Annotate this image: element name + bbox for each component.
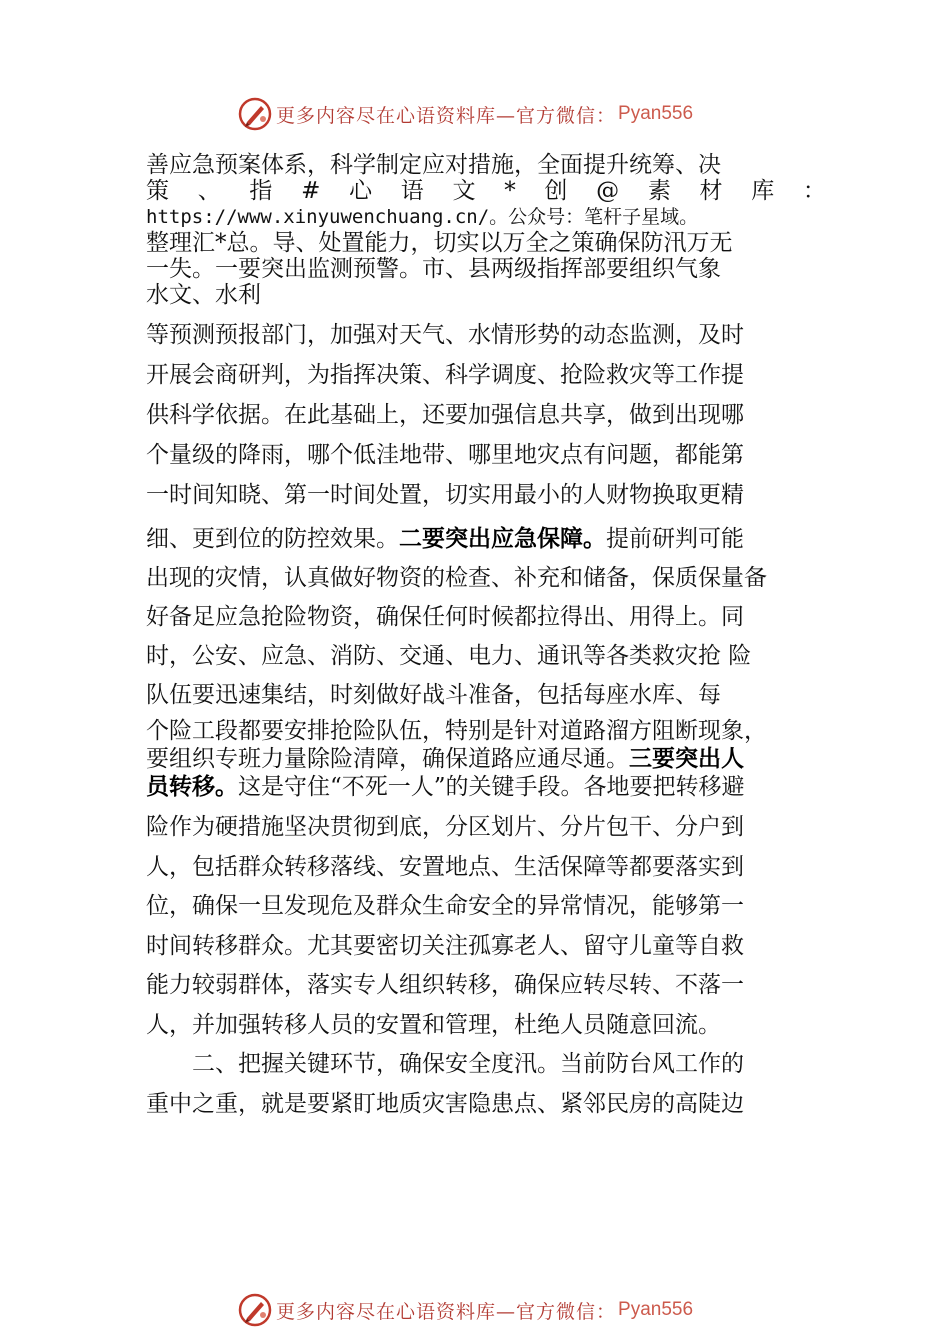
watermark-text: 更多内容尽在心语资料库—官方微信： [276, 1300, 617, 1323]
text-line: 开展会商研判，为指挥决策、科学调度、抢险救灾等工作提 [146, 362, 744, 388]
text-line: 个量级的降雨，哪个低洼地带、哪里地灾点有问题，都能第 [146, 442, 744, 468]
text-line: 人，包括群众转移落线、安置地点、生活保障等都要落实到 [146, 853, 744, 880]
spaced-char: # [301, 178, 321, 204]
text-line: 重中之重，就是要紧盯地质灾害隐患点、紧邻民房的高陡边 [146, 1090, 744, 1117]
bold-heading: 三要突出人 [629, 746, 744, 772]
text-line: 要组织专班力量除险清障，确保道路应通尽通。三要突出人 [146, 746, 744, 772]
paragraph-emergency-support [146, 520, 846, 715]
text-line: 时间转移群众。尤其要密切关注孤寡老人、留守儿童等自救 [146, 932, 744, 959]
paragraph-dense [146, 152, 826, 308]
spaced-char: @ [596, 178, 620, 204]
paragraph-transfer-detail [146, 808, 846, 1124]
spaced-char: 语 [400, 178, 424, 204]
text-line: 能力较弱群体，落实专人组织转移，确保应转尽转、不落一 [146, 972, 744, 998]
text-line: 队伍要迅速集结，时刻做好战斗准备，包括每座水库、每 [146, 682, 721, 708]
watermark-brand: Pyan556 [618, 1299, 694, 1320]
bold-heading: 员转移。 [146, 774, 238, 800]
paragraph-monitoring [146, 315, 846, 515]
spaced-char: 库 [751, 178, 775, 204]
paragraph-transfer [146, 717, 846, 801]
text-line: 险作为硬措施坚决贯彻到底，分区划片、分片包干、分户到 [146, 814, 744, 840]
text-line: 一时间知晓、第一时间处置，切实用最小的人财物换取更精 [146, 482, 744, 508]
spaced-char: 素 [647, 178, 671, 204]
spaced-char: 材 [699, 178, 723, 204]
text-line: 员转移。这是守住“不死一人”的关键手段。各地要把转移避 [146, 774, 745, 800]
pen-logo-icon [238, 1293, 272, 1327]
section-heading-line: 二、把握关键环节，确保安全度汛。当前防台风工作的 [146, 1051, 744, 1077]
text-line: 人，并加强转移人员的安置和管理，杜绝人员随意回流。 [146, 1011, 721, 1038]
spaced-char: * [504, 178, 516, 204]
text-line: 出现的灾情，认真做好物资的检查、补充和储备，保质保量备 [146, 565, 767, 591]
text-line: 细、更到位的防控效果。二要突出应急保障。提前研判可能 [146, 526, 744, 552]
text-line: 善应急预案体系，科学制定应对措施，全面提升统筹、决 [146, 152, 721, 178]
spaced-char: 指 [249, 178, 273, 204]
pen-logo-icon [238, 97, 272, 131]
text-line: 时，公安、应急、消防、交通、电力、通讯等各类救灾抢 险 [146, 643, 752, 669]
text-line: 等预测预报部门，加强对天气、水情形势的动态监测，及时 [146, 322, 744, 348]
spaced-char: 文 [452, 178, 476, 204]
text-line: 位，确保一旦发现危及群众生命安全的异常情况，能够第一 [146, 893, 744, 919]
watermark-text: 更多内容尽在心语资料库—官方微信： [276, 104, 617, 127]
watermark-bottom [238, 1292, 738, 1328]
url-line: https://www.xinyuwenchuang.cn/。公众号：笔杆子星域。 [146, 206, 699, 228]
spaced-text-line [146, 178, 826, 204]
watermark-top [238, 96, 738, 132]
spaced-char: 、 [197, 178, 221, 204]
spaced-char: 创 [544, 178, 568, 204]
text-line: 供科学依据。在此基础上，还要加强信息共享，做到出现哪 [146, 402, 744, 428]
text-line: 水文、水利 [146, 282, 261, 308]
spaced-char: 策 [146, 178, 169, 204]
text-line: 个险工段都要安排抢险队伍，特别是针对道路溜方阻断现象， [146, 718, 767, 744]
text-line: 一失。一要突出监测预警。市、县两级指挥部要组织气象 [146, 256, 721, 282]
bold-heading: 二要突出应急保障。 [399, 526, 606, 552]
text-line: 好备足应急抢险物资，确保任何时候都拉得出、用得上。同 [146, 604, 744, 630]
spaced-char: 心 [349, 178, 373, 204]
text-line: 整理汇*总。导、处置能力，切实以万全之策确保防汛万无 [146, 230, 733, 256]
spaced-char: ： [802, 178, 826, 204]
watermark-brand: Pyan556 [618, 103, 694, 124]
